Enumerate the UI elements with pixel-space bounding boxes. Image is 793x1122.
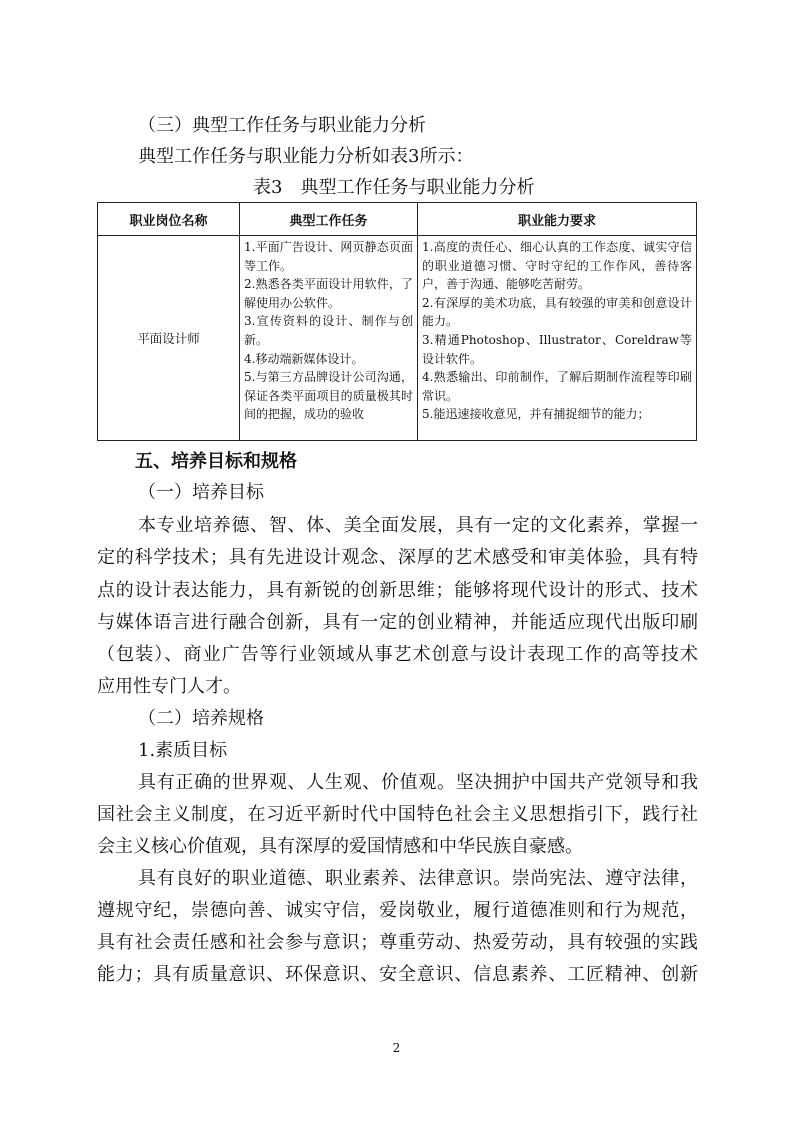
- section-intro: 典型工作任务与职业能力分析如表3所示：: [138, 146, 474, 167]
- goal-line: 本专业培养德、智、体、美全面发展，具有一定的文化素养，掌握一: [138, 515, 698, 536]
- paragraph-line: 遵规守纪，崇德向善、诚实守信，爱岗敬业，履行道德准则和行为规范，: [97, 900, 698, 921]
- ability-item: 3.精通Photoshop、Illustrator、Coreldraw等设计软件。: [422, 332, 692, 366]
- header-tasks: 典型工作任务: [240, 203, 418, 236]
- task-item: 2.熟悉各类平面设计用软件，了解使用办公软件。: [244, 277, 413, 310]
- page-number: 2: [392, 1041, 401, 1055]
- task-item: 5.与第三方品牌设计公司沟通，保证各类平面项目的质量极其时间的把握，成功的验收: [244, 370, 413, 422]
- role-cell: 平面设计师: [98, 236, 240, 441]
- goal-heading: （一）培养目标: [138, 482, 264, 503]
- spec-heading: （二）培养规格: [138, 708, 264, 729]
- table-caption: 表3 典型工作任务与职业能力分析: [253, 177, 535, 198]
- ability-item: 5.能迅速接收意见，并有捕捉细节的能力；: [422, 407, 650, 422]
- paragraph-line: 国社会主义制度，在习近平新时代中国特色社会主义思想指引下，践行社: [97, 804, 698, 825]
- paragraph-line: 具有正确的世界观、人生观、价值观。坚决拥护中国共产党领导和我: [138, 772, 698, 793]
- task-item: 1.平面广告设计、网页静态页面等工作。: [244, 240, 413, 273]
- table-header-row: [98, 203, 697, 236]
- table-row: [98, 236, 697, 441]
- header-abilities: 职业能力要求: [418, 203, 697, 236]
- ability-item: 1.高度的责任心、细心认真的工作态度、诚实守信的职业道德习惯、守时守纪的工作作风，善待客户，善于沟通、能够吃苦耐劳。: [422, 240, 692, 292]
- paragraph-line: 具有社会责任感和社会参与意识；尊重劳动、热爱劳动，具有较强的实践: [97, 932, 698, 953]
- header-role: 职业岗位名称: [98, 203, 240, 236]
- tasks-cell: [240, 236, 418, 441]
- paragraph-line: 具有良好的职业道德、职业素养、法律意识。崇尚宪法、遵守法律，: [138, 868, 698, 889]
- section-heading-5: 五、培养目标和规格: [135, 451, 297, 472]
- ability-item: 2.有深厚的美术功底，具有较强的审美和创意设计能力。: [422, 295, 692, 329]
- goal-line: 与媒体语言进行融合创新，具有一定的创业精神，并能适应现代出版印刷: [97, 612, 698, 633]
- ability-item: 4.熟悉输出、印前制作，了解后期制作流程等印刷常识。: [422, 370, 692, 403]
- section-heading-3: （三）典型工作任务与职业能力分析: [138, 115, 426, 136]
- task-item: 3.宣传资料的设计、制作与创新。: [244, 314, 413, 347]
- goal-line: （包装）、商业广告等行业领域从事艺术创意与设计表现工作的高等技术: [97, 644, 698, 665]
- paragraph-line: 会主义核心价值观，具有深厚的爱国情感和中华民族自豪感。: [97, 836, 583, 857]
- goal-line: 点的设计表达能力，具有新锐的创新思维；能够将现代设计的形式、技术: [97, 580, 698, 601]
- task-ability-table: [97, 202, 697, 441]
- task-item: 4.移动端新媒体设计。: [244, 351, 364, 366]
- paragraph-line: 能力；具有质量意识、环保意识、安全意识、信息素养、工匠精神、创新: [97, 964, 698, 985]
- quality-heading: 1.素质目标: [138, 740, 228, 761]
- goal-line: 应用性专门人才。: [97, 676, 241, 697]
- goal-line: 定的科学技术；具有先进设计观念、深厚的艺术感受和审美体验，具有特: [97, 547, 698, 568]
- abilities-cell: [418, 236, 697, 441]
